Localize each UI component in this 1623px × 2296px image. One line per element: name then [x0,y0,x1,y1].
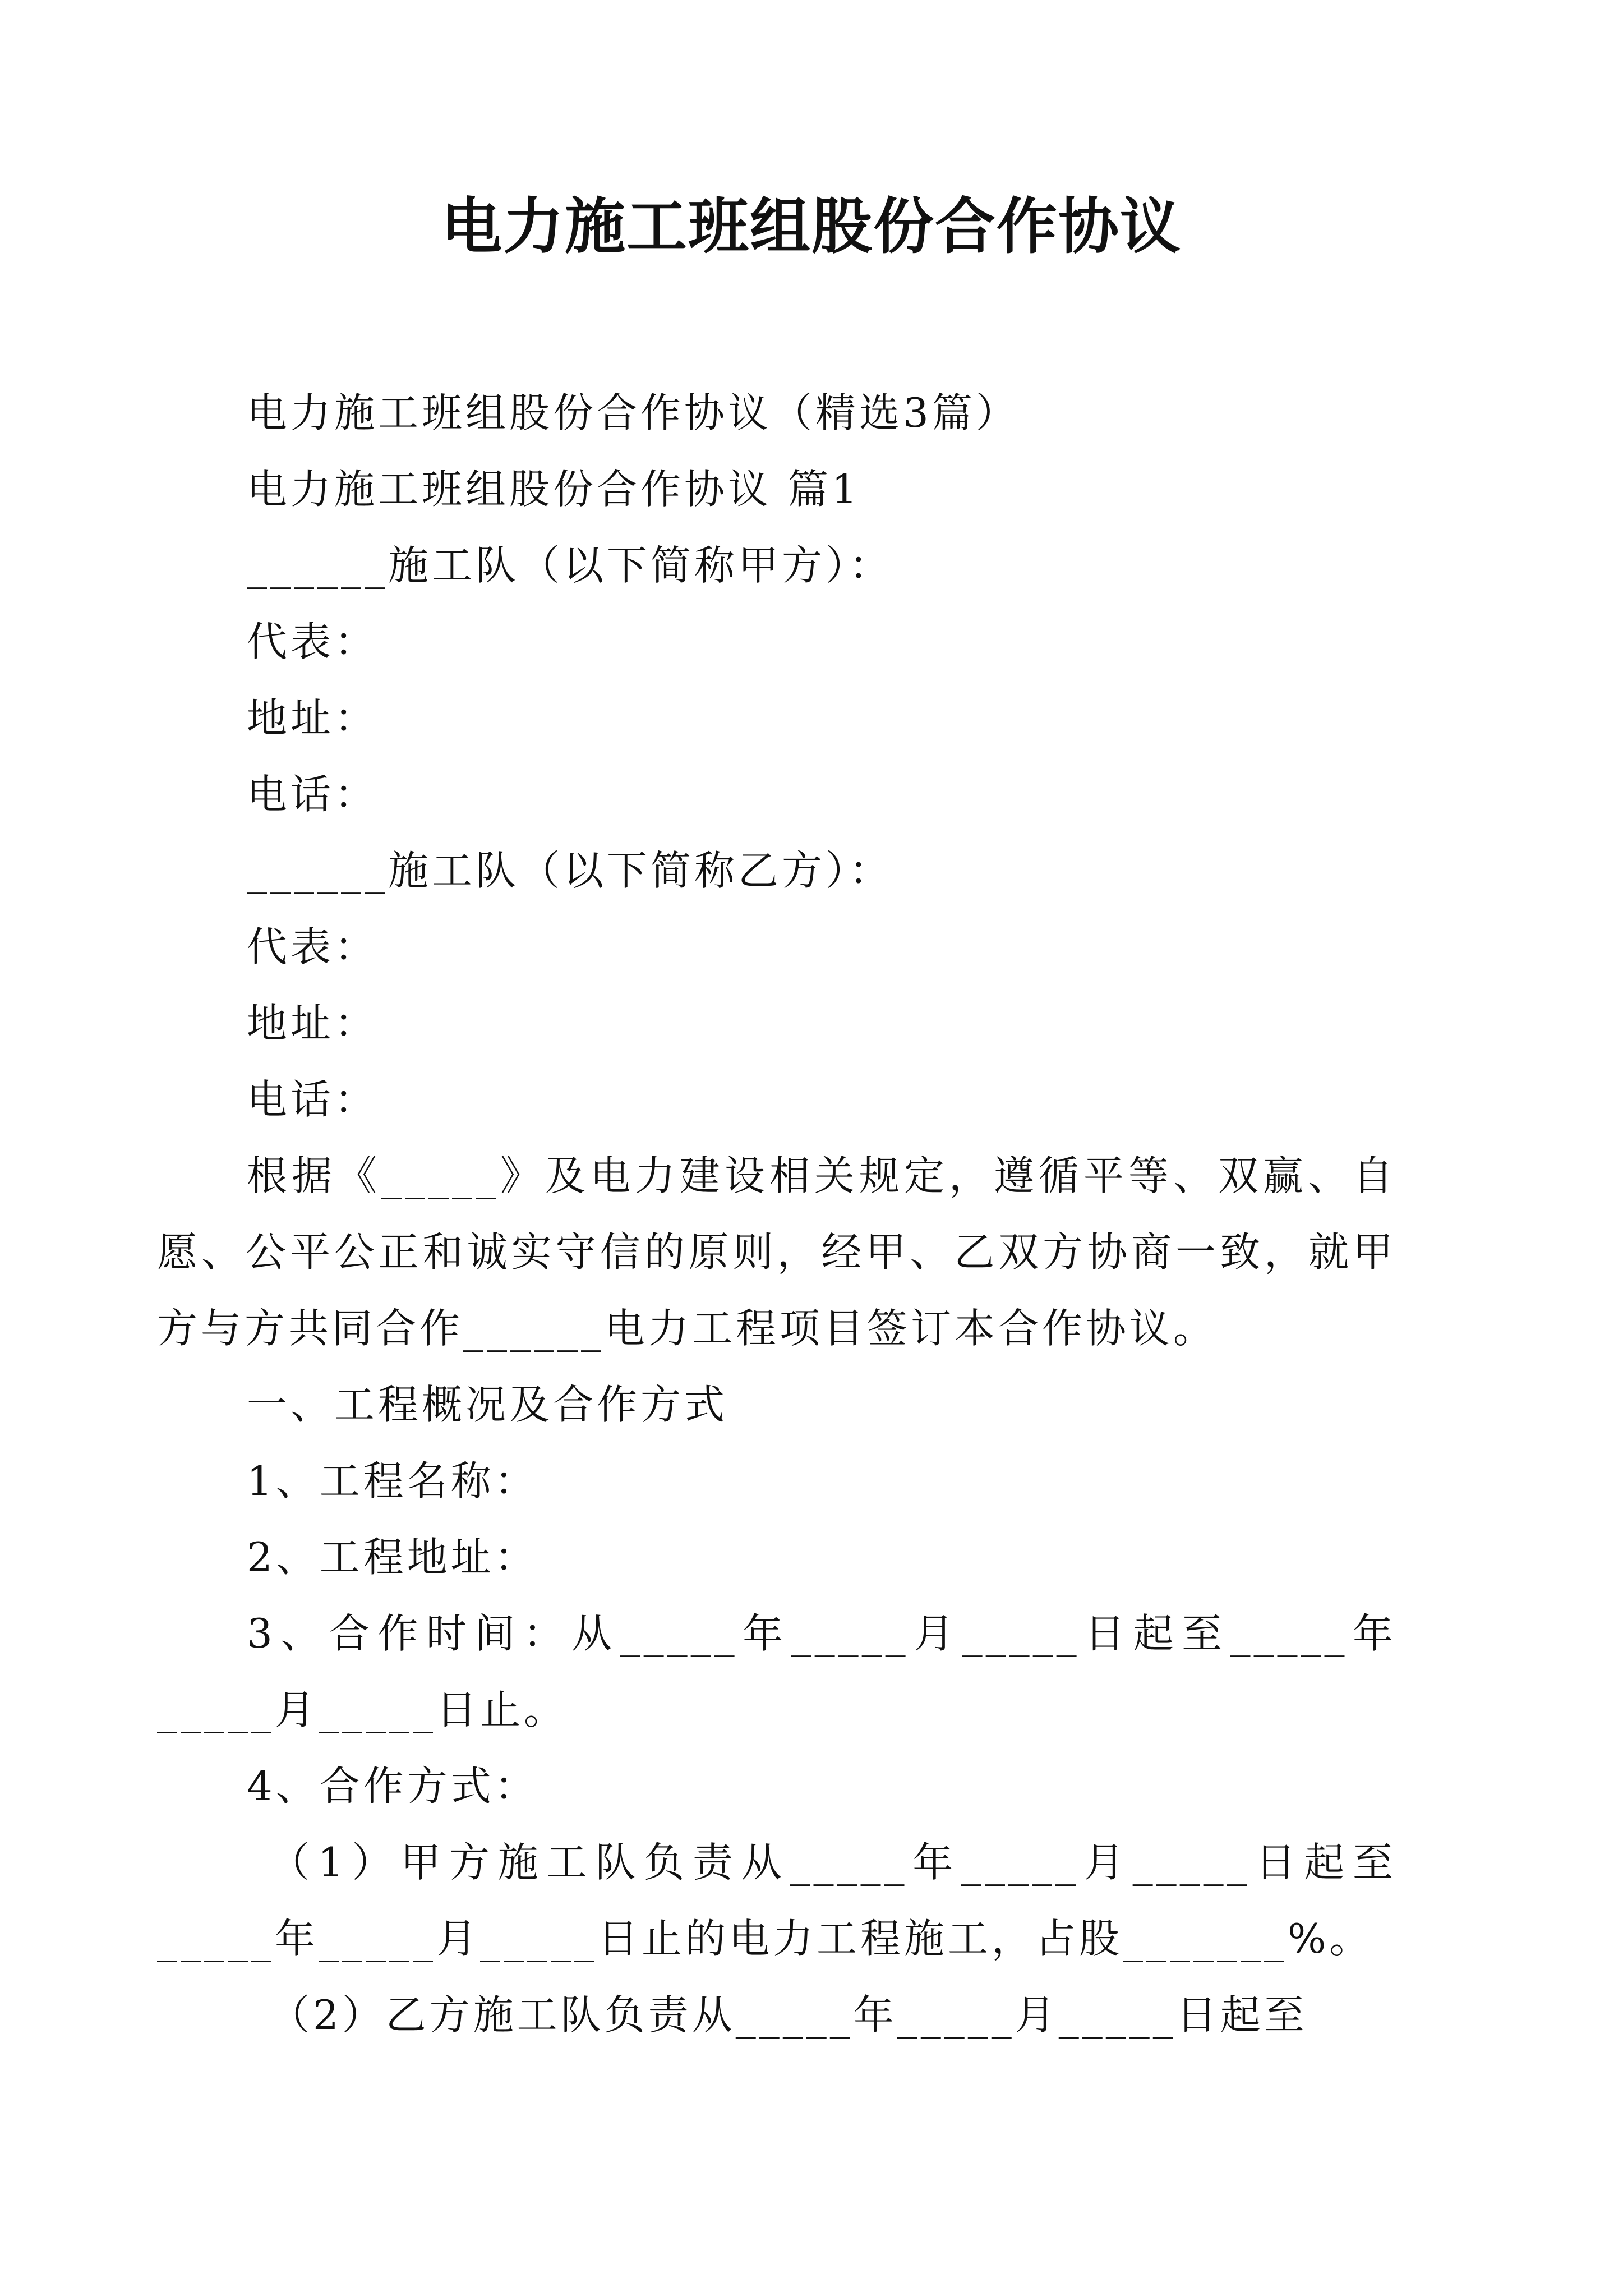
cooperation-period-line: 3、合作时间：从_____年_____月_____日起至_____年_____月_____日止。 [157,1610,1396,1733]
party-b-address: 地址： [247,1000,379,1047]
party-b-line: ______施工队（以下简称乙方）： [247,847,893,894]
party-a-address: 地址： [247,694,379,742]
cooperation-method-line: 4、合作方式： [247,1763,538,1810]
party-a-representative: 代表： [247,618,379,665]
agreement-basis-paragraph: 根据《_____》及电力建设相关规定，遵循平等、双赢、自愿、公平公正和诚实守信的原则，经甲、乙双方协商一致，就甲方与方共同合作______电力工程项目签订本合作协议。 [157,1152,1396,1352]
subtitle-selection: 电力施工班组股份合作协议（精选3篇） [247,389,1020,436]
section-heading-part-1: 电力施工班组股份合作协议 篇1 [247,466,861,513]
section-heading-project-overview: 一、工程概况及合作方式 [247,1381,728,1428]
party-a-line: ______施工队（以下简称甲方）： [247,542,893,589]
project-address-line: 2、工程地址： [247,1534,538,1581]
project-name-line: 1、工程名称： [247,1457,538,1504]
document-body [247,375,1396,1138]
party-b-share-clause: （2）乙方施工队负责从_____年_____月_____日起至 [269,1991,1308,2039]
party-a-share-clause: （1）甲方施工队负责从_____年_____月_____日起至_____年_____月_____日止的电力工程施工，占股_______%。 [157,1839,1396,1962]
party-a-phone: 电话： [247,771,379,818]
document-body-continued [157,1138,1396,2053]
party-b-phone: 电话： [247,1076,379,1123]
document-title: 电力施工班组股份合作协议 [441,192,1182,262]
party-b-representative: 代表： [247,923,379,970]
